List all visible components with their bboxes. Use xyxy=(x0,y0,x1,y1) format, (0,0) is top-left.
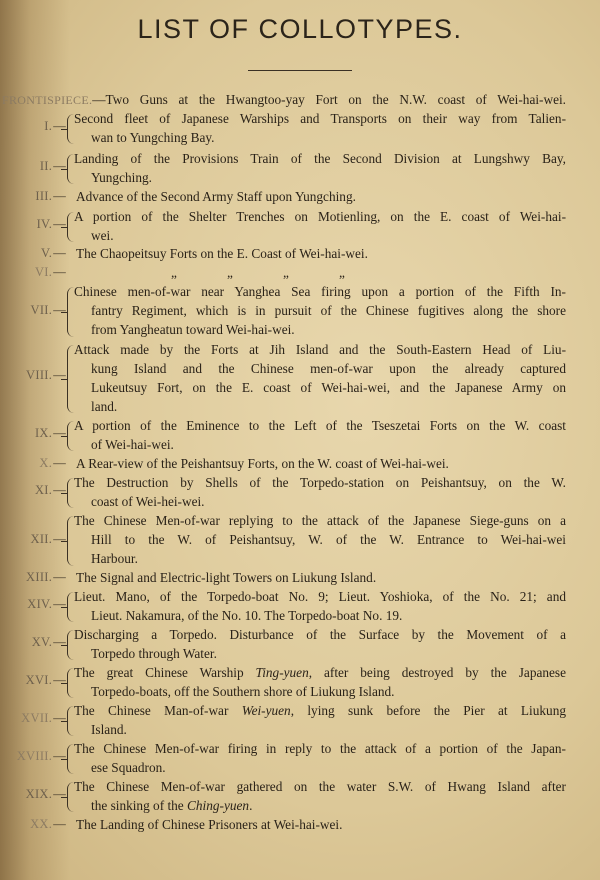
entry-numeral: III. xyxy=(35,189,53,203)
entry-numeral: XII. xyxy=(30,532,53,546)
entry-numeral: XVI. xyxy=(25,673,53,687)
entry-line: kung Island and the Chinese men-of-war upon the already captured xyxy=(91,361,566,376)
entry-numeral: IV. xyxy=(36,217,53,231)
entry-line: coast of Wei-hei-wei. xyxy=(91,494,205,509)
entry-line: The Chinese Men-of-war firing in reply to the attack of a portion of the Japan- xyxy=(74,741,566,756)
entry-line: A portion of the Eminence to the Left of the Tseszetai Forts on the W. coast xyxy=(74,418,566,433)
entry-numeral: XX. xyxy=(30,817,53,831)
entry-line: of Wei-hai-wei. xyxy=(91,437,174,452)
entry-line: Lieut. Mano, of the Torpedo-boat No. 9; Lieut. Yoshioka, of the No. 21; and xyxy=(74,589,566,604)
entry-numeral: XIV. xyxy=(27,597,53,611)
entry-numeral: XI. xyxy=(34,483,53,497)
ditto-mark: „ xyxy=(339,265,345,280)
entry-numeral: V. xyxy=(41,246,53,260)
ship-name: Ting-yuen xyxy=(255,665,309,680)
entry-line: Torpedo through Water. xyxy=(91,646,217,661)
entry-numeral: XIII. xyxy=(26,570,53,584)
entry-numeral: IX. xyxy=(34,426,53,440)
entry-numeral: II. xyxy=(39,159,53,173)
entry-line: Landing of the Provisions Train of the Second Division at Lungshwy Bay, xyxy=(74,151,566,166)
ditto-marks xyxy=(146,265,370,281)
entry-numeral: XIX. xyxy=(25,787,53,801)
entry-line: the sinking of the Ching-yuen. xyxy=(91,798,253,813)
entry-line: The Destruction by Shells of the Torpedo-station on Peishantsuy, on the W. xyxy=(74,475,566,490)
entry-line: The Signal and Electric-light Towers on Liukung Island. xyxy=(76,570,377,585)
page-title: LIST OF COLLOTYPES. xyxy=(137,14,463,44)
entry-line: The Landing of Chinese Prisoners at Wei-hai-wei. xyxy=(76,817,343,832)
entry-line: wei. xyxy=(91,228,114,243)
ditto-mark: „ xyxy=(283,265,289,280)
entry-line: wan to Yungching Bay. xyxy=(91,130,215,145)
entry-numeral: VI. xyxy=(34,265,53,279)
ditto-mark: „ xyxy=(227,265,233,280)
entry-line: land. xyxy=(91,399,118,414)
entry-line: Second fleet of Japanese Warships and Transports on their way from Talien- xyxy=(74,111,566,126)
ship-name: Wei-yuen xyxy=(241,703,291,718)
entry-numeral: VIII. xyxy=(26,368,53,382)
ship-name: Ching-yuen xyxy=(187,798,250,813)
entry-numeral: VII. xyxy=(30,303,53,317)
entry-line: The Chaopeitsuy Forts on the E. Coast of Wei-hai-wei. xyxy=(76,246,368,261)
entry-line: Yungching. xyxy=(91,170,152,185)
entry-line: fantry Regiment, which is in pursuit of the Chinese fugitives along the shore xyxy=(91,303,566,318)
entry-line: The Chinese Men-of-war replying to the attack of the Japanese Siege-guns on a xyxy=(74,513,566,528)
entry-line: Harbour. xyxy=(91,551,138,566)
entry-line: A Rear-view of the Peishantsuy Forts, on the W. coast of Wei-hai-wei. xyxy=(76,456,449,471)
ditto-mark: „ xyxy=(171,265,177,280)
entry-line: The great Chinese Warship Ting-yuen, after being destroyed by the Japanese xyxy=(74,665,567,680)
entry-line: The Chinese Man-of-war Wei-yuen, lying sunk before the Pier at Liukung xyxy=(74,703,566,718)
entry-line: Lieut. Nakamura, of the No. 10. The Torpedo-boat No. 19. xyxy=(91,608,403,623)
entry-line: Chinese men-of-war near Yanghea Sea firing upon a portion of the Fifth In- xyxy=(74,284,566,299)
entry-line: Hill to the W. of Peishantsuy, W. of the W. Entrance to Wei-hai-wei xyxy=(91,532,566,547)
entry-line: Torpedo-boats, off the Southern shore of Liukung Island. xyxy=(91,684,395,699)
frontispiece-text: —Two Guns at the Hwangtoo-yay Fort on the N.W. coast of Wei-hai-wei. xyxy=(92,92,566,107)
entry-line: Island. xyxy=(91,722,127,737)
entry-line: ese Squadron. xyxy=(91,760,166,775)
entry-numeral: XVIII. xyxy=(16,749,53,763)
book-page: LIST OF COLLOTYPES. FRONTISPIECE.—Two Guns at the Hwangtoo-yay Fort on the N.W. coast of Wei-hai-wei. I.— Second fleet of Japanese Warships and Transports on their way from Talien- wan to Yungching Bay. II.— Landing of the Provisions Train of the Second Division at Lungshwy Bay, Yungching. III.— Advance of the Second Army Staff upon Yungching. IV.— A portion of the Shelter Trenches on Motienling, on the E. coast of Wei-hai- wei. V.— The Chaopeitsuy Forts on the E. Coast of Wei-hai-wei. VI.— „ „ „ „ VII.— Chinese men-of-war near Yanghea Sea firing upon a portion of the Fifth In- fantry Regiment, which is in pursuit of the Chinese fugitives along the shore from Yangheatun toward Wei-hai-wei. VIII.— Attack made by the Forts at Jih Island and the South-Eastern Head of Liu- kung Island and the Chinese men-of-war upon the already captured Lukeutsuy Fort, on the E. coast of Wei-hai-wei, and the Japanese Army on land. IX.— A portion of the Eminence to the Left of the Tseszetai Forts on the W. coast of Wei-hai-wei. X.— A Rear-view of the Peishantsuy Forts, on the W. coast of Wei-hai-wei. XI.— The Destruction by Shells of the Torpedo-station on Peishantsuy, on the W. coast of Wei-hei-wei. XII.— The Chinese Men-of-war replying to the attack of the Japanese Siege-guns on a Hill to the W. of Peishantsuy, W. of the W. Entrance to Wei-hai-wei Harbour. XIII.— The Signal and Electric-light Towers on Liukung Island. XIV.— Lieut. Mano, of the Torpedo-boat No. 9; Lieut. Yoshioka, of the No. 21; and Lieut. Nakamura, of the No. 10. The Torpedo-boat No. 19. XV.— Discharging a Torpedo. Disturbance of the Surface by the Movement of a Torpedo through Water. XVI.— The great Chinese Warship Ting-yuen, after being destroyed by the Japanese Torpedo-boats, off the Southern shore of Liukung Island. XVII.— The Chinese Man-of-war Wei-yuen, lying sunk before the Pier at Liukung Island. XVIII.— The Chinese Men-of-war firing in reply to the attack of a portion of the Japan- ese Squadron. XIX.— The Chinese Men-of-war gathered on the water S.W. of Hwang Island after the sinking of the Ching-yuen. XX.— The Landing of Chinese Prisoners at Wei-hai-wei. xyxy=(0,0,600,880)
entry-line: from Yangheatun toward Wei-hai-wei. xyxy=(91,322,295,337)
entry-line: The Chinese Men-of-war gathered on the water S.W. of Hwang Island after xyxy=(74,779,566,794)
entry-numeral: X. xyxy=(39,456,53,470)
entry-line: Advance of the Second Army Staff upon Yungching. xyxy=(76,189,356,204)
entry-numeral: XVII. xyxy=(21,711,53,725)
entry-line: A portion of the Shelter Trenches on Motienling, on the E. coast of Wei-hai- xyxy=(74,209,566,224)
entry-line: Attack made by the Forts at Jih Island and the South-Eastern Head of Liu- xyxy=(74,342,566,357)
entry-numeral: XV. xyxy=(31,635,53,649)
title-rule xyxy=(248,70,352,71)
entry-line: Discharging a Torpedo. Disturbance of the Surface by the Movement of a xyxy=(74,627,566,642)
frontispiece-label: FRONTISPIECE. xyxy=(2,93,93,107)
entry-numeral: I. xyxy=(44,119,53,133)
entry-line: Lukeutsuy Fort, on the E. coast of Wei-hai-wei, and the Japanese Army on xyxy=(91,380,566,395)
